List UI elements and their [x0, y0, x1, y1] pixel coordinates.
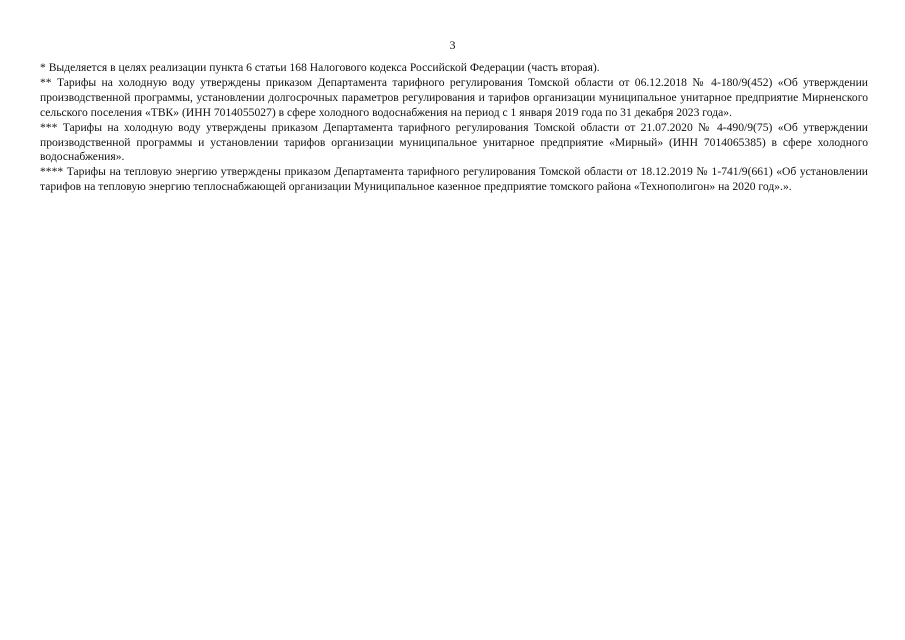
footnote-vat: * Выделяется в целях реализации пункта 6 статьи 168 Налогового кодекса Российской Федерации (часть вторая). [40, 61, 600, 74]
page-number: 3 [449, 38, 456, 52]
footnote-heat-energy: **** Тарифы на тепловую энергию утверждены приказом Департамента тарифного регулирования Томской области от 18.12.2019 № 1-741/9(661) «Об установлении тарифов на тепловую энергию теплоснабжающей организации Муниципальное казенное предприятие томского района «Технополигон» на 2020 год».». [40, 165, 868, 194]
footnote-cold-water-mirny: *** Тарифы на холодную воду утверждены приказом Департамента тарифного регулирования Томской области от 21.07.2020 № 4-490/9(75) «Об утверждении производственной программы и установлении тарифов организации муниципальное унитарное предприятие «Мирный» (ИНН 7014065385) в сфере холодного водоснабжения». [40, 120, 868, 164]
footnote-cold-water-tvk: ** Тарифы на холодную воду утверждены приказом Департамента тарифного регулирования Томской области от 06.12.2018 № 4-180/9(452) «Об утверждении производственной программы, установлении долгосрочных параметров регулирования и тарифов организации муниципальное унитарное предприятие Мирненского сельского поселения «ТВК» (ИНН 7014055027) в сфере холодного водоснабжения на период с 1 января 2019 года по 31 декабря 2023 года». [40, 75, 868, 119]
footnotes-section [40, 61, 868, 195]
